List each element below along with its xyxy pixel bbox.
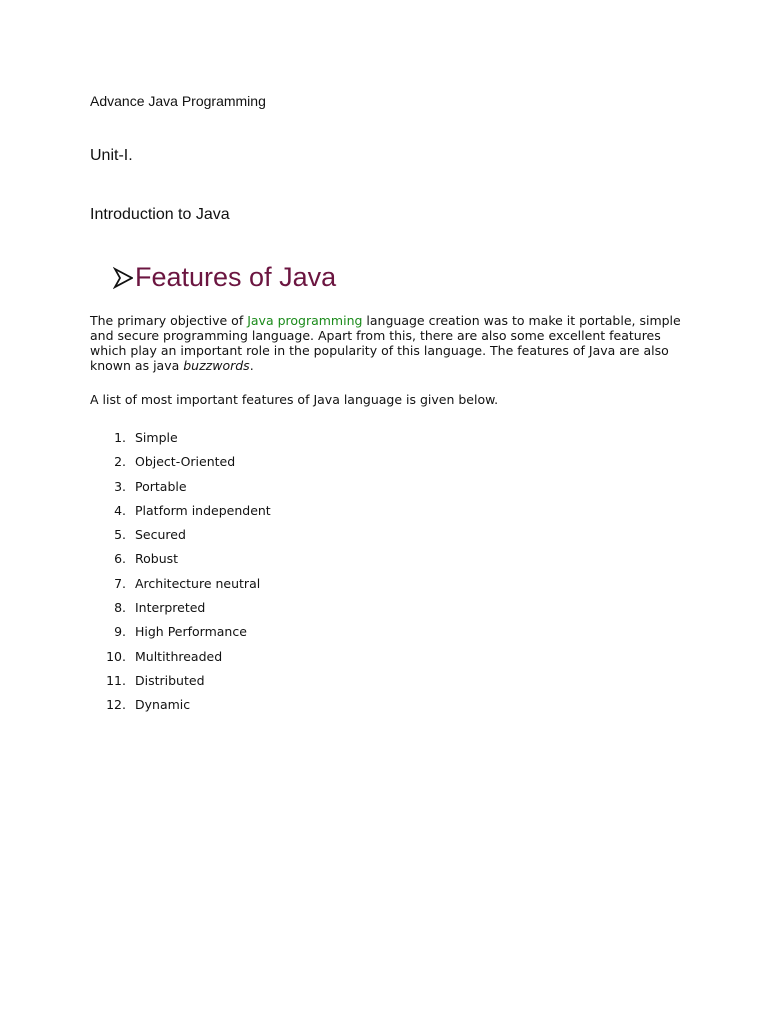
list-item-number: 5. [114,527,126,543]
list-item-label: Distributed [135,672,205,688]
list-item [90,454,271,478]
list-item [90,600,271,624]
list-item [90,503,271,527]
section-heading-text: Features of Java [135,262,337,292]
list-item-number: 1. [114,430,126,445]
java-programming-link[interactable]: Java programming [247,313,363,328]
list-item-number: 7. [114,575,126,591]
intro-title: Introduction to Java [90,206,230,223]
document-title: Advance Java Programming [90,93,266,109]
list-item-number: 12. [106,697,126,713]
list-item [90,430,271,454]
list-item-label: Simple [135,430,178,445]
list-item-number: 10. [106,648,126,664]
feature-list [90,430,271,722]
list-item-number: 3. [114,478,126,494]
paragraph-text-2: language creation was to make it portable, simple and secure programming language. Apart from this, there are also some excellent features which play an important role in the popularity of this language. The features of Java are also known as java [90,313,681,373]
list-item-label: Object-Oriented [135,454,236,470]
list-item-label: Portable [135,478,187,494]
arrow-bullet-icon [113,266,133,290]
list-item [90,527,271,551]
list-item-label: Interpreted [135,600,206,616]
list-item [90,551,271,575]
list-item-label: Robust [135,551,179,567]
section-heading [113,262,336,293]
intro-paragraph [90,313,682,373]
unit-title: Unit-I. [90,147,133,164]
list-item-label: Multithreaded [135,648,223,664]
list-item [90,479,271,503]
list-item [90,649,271,673]
list-item-label: Platform independent [135,502,271,518]
list-item-label: High Performance [135,624,247,640]
list-item [90,673,271,697]
list-item-number: 9. [114,624,126,640]
list-item-label: Architecture neutral [135,575,261,591]
list-item-label: Dynamic [135,697,191,713]
list-item-number: 11. [106,672,126,688]
list-item [90,576,271,600]
list-item [90,624,271,648]
paragraph-text-1: The primary objective of [90,313,248,328]
list-item-number: 4. [114,502,126,518]
paragraph-text-3: . [249,358,254,373]
list-item-number: 2. [114,454,126,470]
list-item-label: Secured [135,527,186,543]
list-item [90,697,271,721]
list-intro: A list of most important features of Java language is given below. [90,392,499,407]
list-item-number: 6. [114,551,126,567]
buzzwords-emphasis: buzzwords [183,358,250,373]
list-item-number: 8. [114,600,126,616]
